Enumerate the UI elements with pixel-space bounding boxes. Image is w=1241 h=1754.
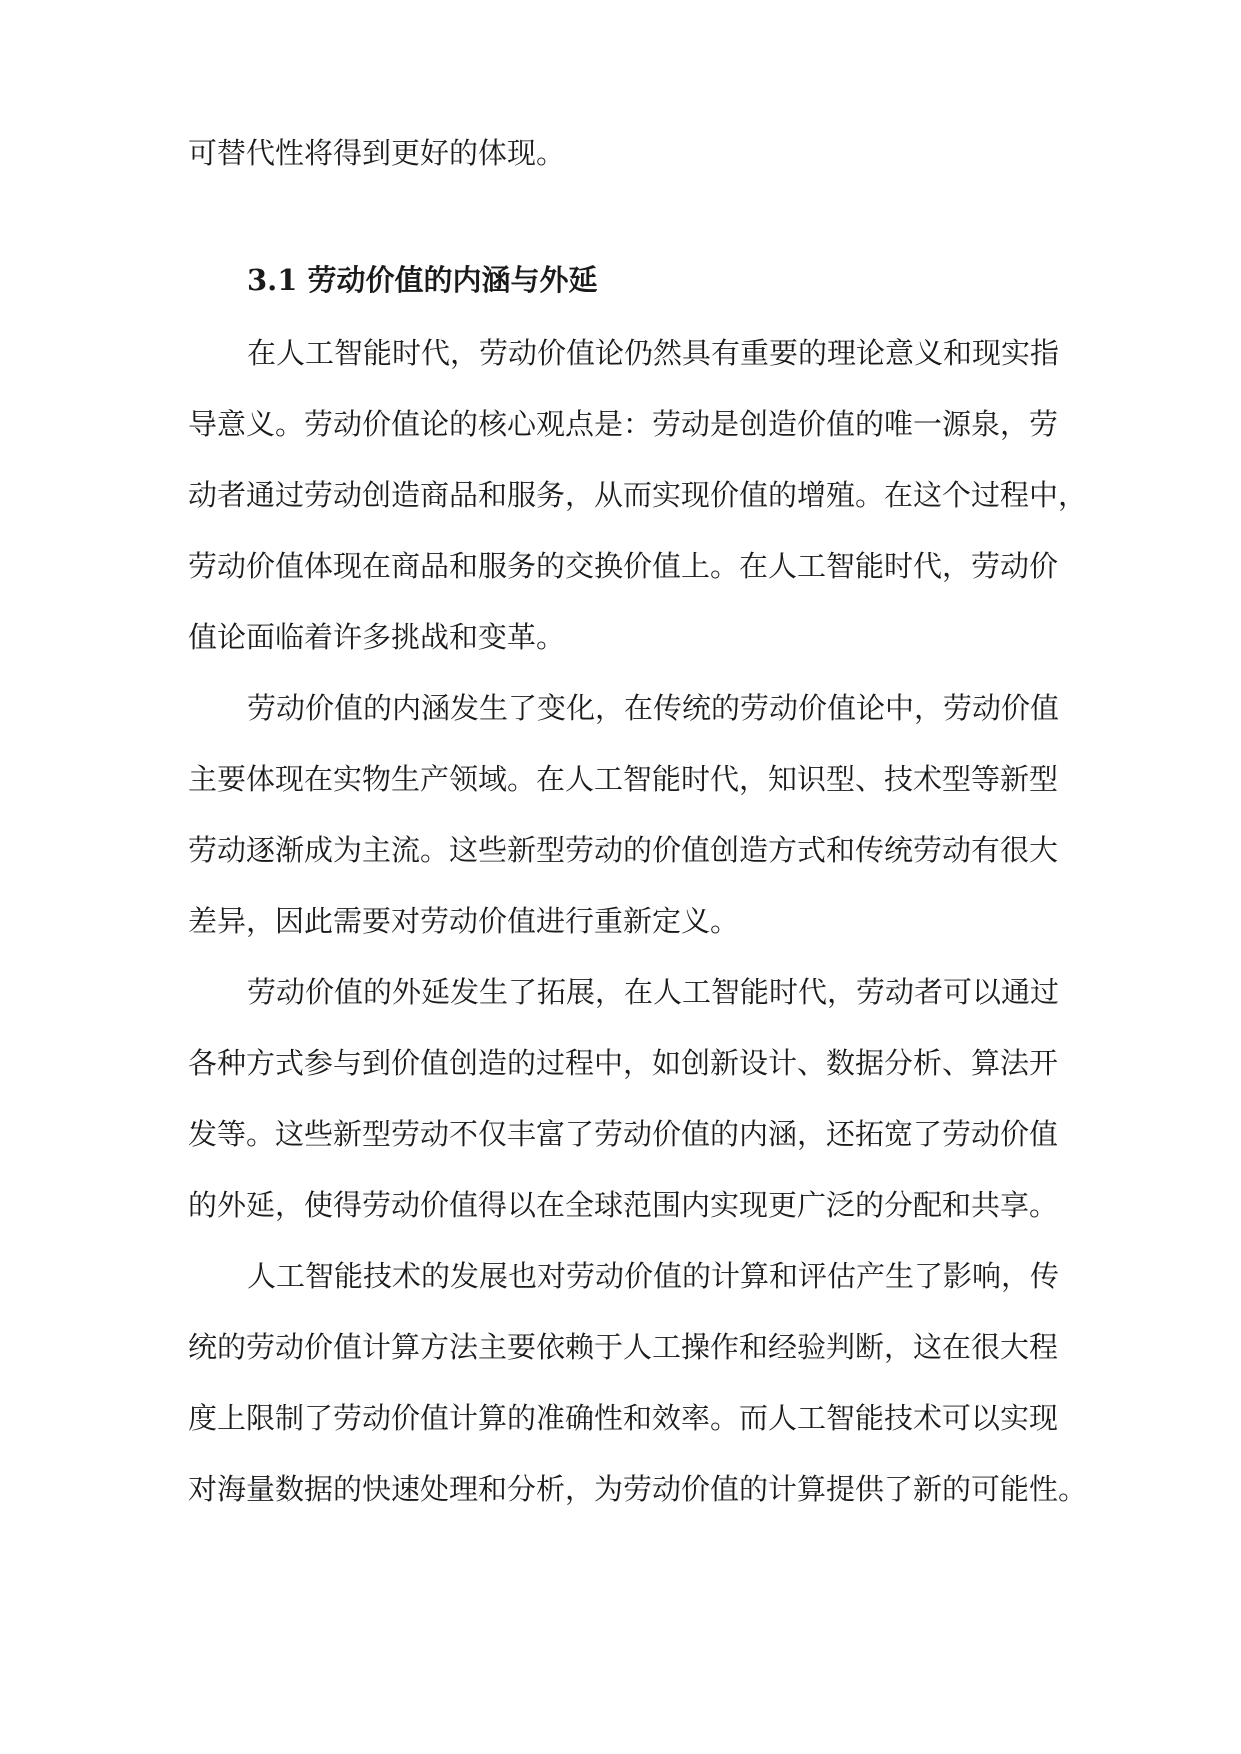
paragraph-line: 统的劳动价值计算方法主要依赖于人工操作和经验判断，这在很大程	[188, 1330, 1059, 1364]
paragraph-line: 值论面临着许多挑战和变革。	[188, 620, 566, 654]
carryover-text-line: 可替代性将得到更好的体现。	[188, 136, 566, 170]
paragraph-line: 在人工智能时代，劳动价值论仍然具有重要的理论意义和现实指	[247, 336, 1060, 370]
paragraph-line: 的外延，使得劳动价值得以在全球范围内实现更广泛的分配和共享。	[188, 1188, 1059, 1222]
paragraph-line: 主要体现在实物生产领域。在人工智能时代，知识型、技术型等新型	[188, 762, 1059, 796]
paragraph-line: 导意义。劳动价值论的核心观点是：劳动是创造价值的唯一源泉，劳	[188, 407, 1059, 441]
paragraph-line: 各种方式参与到价值创造的过程中，如创新设计、数据分析、算法开	[188, 1046, 1059, 1080]
paragraph-line: 度上限制了劳动价值计算的准确性和效率。而人工智能技术可以实现	[188, 1401, 1059, 1435]
paragraph-line: 动者通过劳动创造商品和服务，从而实现价值的增殖。在这个过程中，	[188, 478, 1088, 512]
paragraph-line: 劳动价值体现在商品和服务的交换价值上。在人工智能时代，劳动价	[188, 549, 1059, 583]
section-heading: 3.1 劳动价值的内涵与外延	[247, 263, 598, 297]
paragraph-line: 对海量数据的快速处理和分析，为劳动价值的计算提供了新的可能性。	[188, 1472, 1088, 1506]
paragraph-line: 劳动价值的外延发生了拓展，在人工智能时代，劳动者可以通过	[247, 975, 1060, 1009]
paragraph-line: 人工智能技术的发展也对劳动价值的计算和评估产生了影响，传	[247, 1259, 1060, 1293]
paragraph-line: 劳动价值的内涵发生了变化，在传统的劳动价值论中，劳动价值	[247, 691, 1060, 725]
paragraph-line: 发等。这些新型劳动不仅丰富了劳动价值的内涵，还拓宽了劳动价值	[188, 1117, 1059, 1151]
paragraph-line: 劳动逐渐成为主流。这些新型劳动的价值创造方式和传统劳动有很大	[188, 833, 1059, 867]
paragraph-line: 差异，因此需要对劳动价值进行重新定义。	[188, 904, 740, 938]
